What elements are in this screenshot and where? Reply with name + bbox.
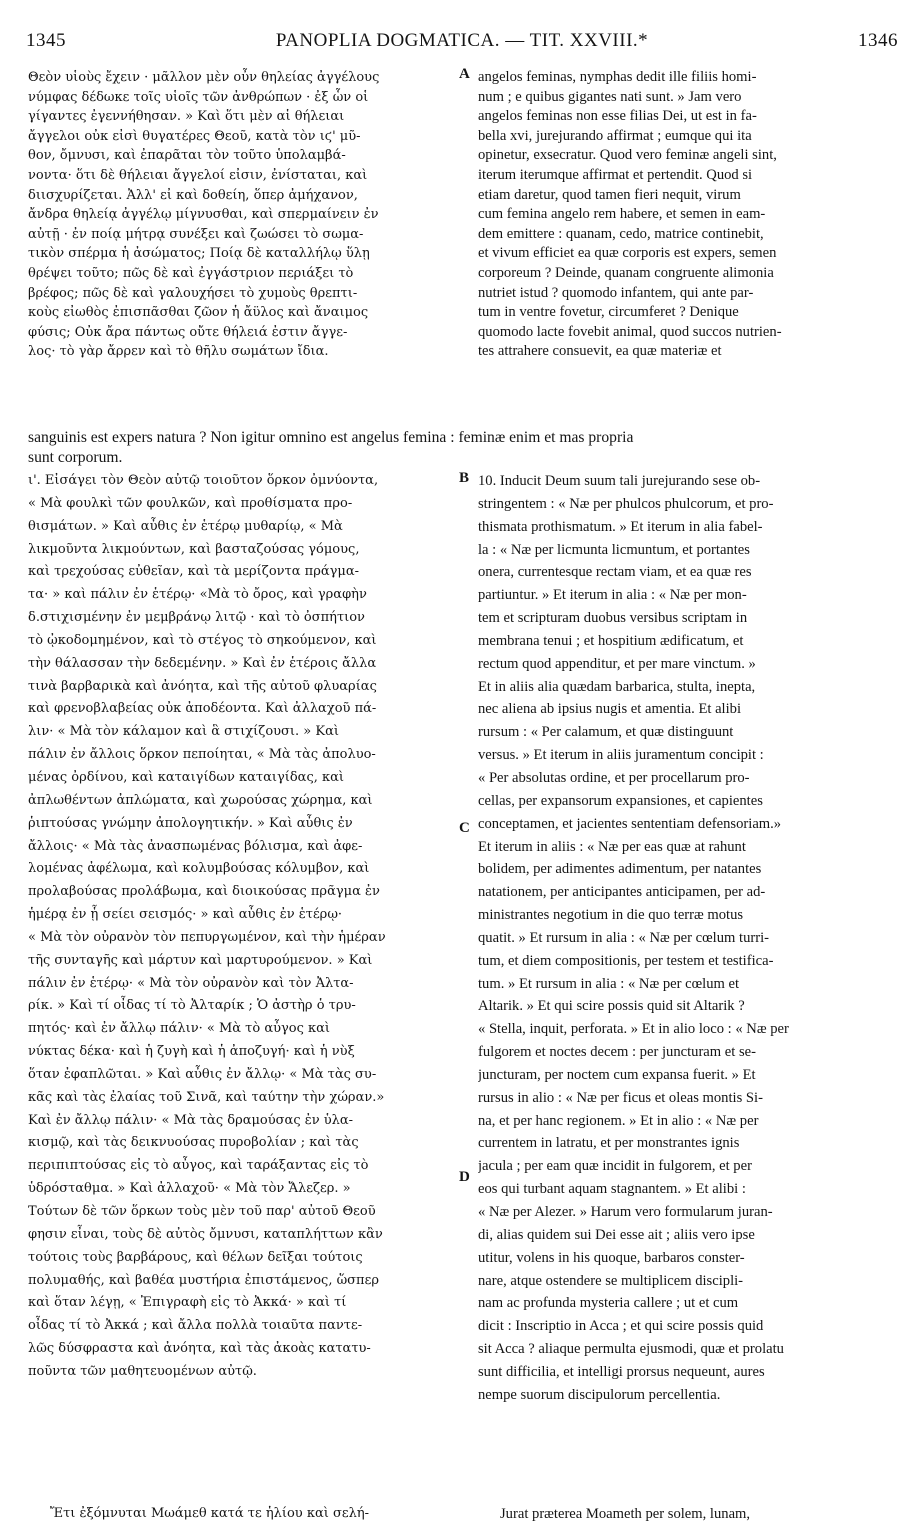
greek-column-section-b xyxy=(28,470,468,1384)
latin-line: dem emittere : quanam, cedo, matrice continebit, xyxy=(478,225,764,242)
latin-line: la : « Næ per licmunta licmuntum, et portantes xyxy=(478,541,750,558)
latin-line: nec aliena ab ipsius nugis et amentia. Et alibi xyxy=(478,701,742,718)
latin-line: angelos feminas, nymphas dedit ille filiis homi- xyxy=(478,69,757,85)
latin-line: fulgorem et noctes decem : per juncturam et se- xyxy=(478,1044,756,1061)
running-header xyxy=(26,30,898,64)
greek-line: ἀπλωθέντων ἀπλώματα, καὶ χωρούσας χώρημα, καὶ xyxy=(28,792,373,808)
greek-line: λος· τὸ γὰρ ἄρρεν καὶ τὸ θῆλυ σωμάτων ἴδια. xyxy=(28,344,329,360)
greek-line: κοὺς εἰωθὸς ἐπισπᾶσθαι ζῶον ἡ ἄϋλος καὶ ἄναιμος xyxy=(28,305,369,321)
greek-line: ποῦντα τῶν μαθητευομένων αὐτῷ. xyxy=(28,1363,257,1379)
greek-line: θισμάτων. » Καὶ αὖθις ἐν ἑτέρῳ μυθαρίῳ, « Μὰ xyxy=(28,518,343,534)
greek-line: τικὸν σπέρμα ἡ ἀσώματος; Ποίᾳ δὲ καταλλήλῳ ὕλῃ xyxy=(28,246,370,262)
latin-line: opinetur, exsecratur. Quod vero feminæ angeli sint, xyxy=(478,147,777,164)
greek-line: ρίκ. » Καὶ τί οἶδας τί τὸ Ἀλταρίκ ; Ὁ ἀστὴρ ὁ τρυ- xyxy=(28,998,356,1014)
latin-line: currentem in latratu, et per monstrantes ignis xyxy=(478,1135,740,1152)
latin-line: eos qui turbant aquam stagnantem. » Et alibi : xyxy=(478,1181,746,1198)
greek-line: ἄγγελοι οὐκ εἰσὶ θυγατέρες Θεοῦ, κατὰ τὸν ιϛ' μῦ- xyxy=(28,128,361,144)
greek-line: Ἔτι ἐξόμνυται Μωάμεθ κατά τε ἡλίου καὶ σελή- xyxy=(50,1506,369,1521)
greek-line: ὅταν ἐφαπλῶται. » Καὶ αὖθις ἐν ἄλλῳ· « Μὰ τὰς συ- xyxy=(28,1066,377,1082)
latin-line: conceptamen, et jacientes sententiam defensoriam.» xyxy=(478,815,782,832)
latin-line: partiuntur. » Et iterum in alia : « Næ per mon- xyxy=(478,587,747,604)
greek-column-section-a xyxy=(28,68,468,362)
latin-line: sit Acca ? aliaque permulta ejusmodi, quæ et prolatu xyxy=(478,1341,784,1358)
greek-line: θον, ὄμνυσι, καὶ ἐπαρᾶται τὸν τοῦτο ὑπολαμβά- xyxy=(28,148,346,164)
latin-line: quatit. » Et rursum in alia : « Næ per cœlum turri- xyxy=(478,929,770,946)
page-number-right: 1346 xyxy=(858,30,898,51)
greek-line: πολυμαθής, καὶ βαθέα μυστήρια ἐπιστάμενος, ὥσπερ xyxy=(28,1272,379,1288)
greek-line: ἄνδρα θηλείᾳ ἀγγέλῳ μίγνυσθαι, καὶ σπερμαίνειν ἐν xyxy=(28,207,379,223)
greek-line: τα· » καὶ πάλιν ἐν ἑτέρῳ· «Μὰ τὸ ὄρος, καὶ γραφὴν xyxy=(28,587,367,603)
greek-line: καὶ φρενοβλαβείας οὐκ ἀποδέοντα. Καὶ ἀλλαχοῦ πά- xyxy=(28,701,377,717)
latin-final-line xyxy=(478,1504,898,1524)
greek-line: αὐτῇ · ἐν ποίᾳ μήτρᾳ συνέξει καὶ ζωώσει τὸ σωμα- xyxy=(28,226,364,242)
greek-line: φησιν εἶναι, τοὺς δὲ αὐτὸς ὄμνυσι, καταπλήττων κἂν xyxy=(28,1226,383,1242)
latin-line: thismata prothismatum. » Et iterum in alia fabel- xyxy=(478,518,763,535)
full-width-continuation xyxy=(28,428,898,468)
latin-line: di, alias quidem sui Dei esse ait ; aliis vero ipse xyxy=(478,1226,755,1243)
greek-line: Θεὸν υἱοὺς ἔχειν · μᾶλλον μὲν οὖν θηλείας ἀγγέλους xyxy=(28,70,380,85)
greek-line: λῶς δύσφραστα καὶ ἀνόητα, καὶ τὰς ἀκοὰς κατατυ- xyxy=(28,1341,371,1357)
greek-line: ῥιπτούσας γνώμην ἀπολογητικήν. » Καὶ αὖθις ἐν xyxy=(28,815,353,831)
greek-line: κᾶς καὶ τὰς ἐλαίας τοῦ Σινᾶ, καὶ ταύτην τὴν χώραν.» xyxy=(28,1089,385,1105)
latin-line: versus. » Et iterum in aliis juramentum concipit : xyxy=(478,747,764,764)
greek-final-line xyxy=(28,1504,468,1524)
greek-line: καὶ τρεχούσας εὐθεῖαν, καὶ τὰ μερίζοντα πράγμα- xyxy=(28,564,360,580)
greek-line: Καὶ ἐν ἄλλῳ πάλιν· « Μὰ τὰς δραμούσας ἐν ὑλα- xyxy=(28,1112,354,1128)
latin-line: nempe suorum discipulorum percellentia. xyxy=(478,1386,721,1403)
latin-line: tum. » Et rursum in alia : « Næ per cœlum et xyxy=(478,975,740,992)
greek-line: οἶδας τί τὸ Ἀκκά ; καὶ ἄλλα πολλὰ τοιαῦτα παντε- xyxy=(28,1318,363,1334)
latin-column-section-a xyxy=(478,68,898,362)
latin-line: Et in aliis alia quædam barbarica, stulta, inepta, xyxy=(478,678,756,695)
latin-line: etiam daretur, quod tamen fieri nequit, virum xyxy=(478,186,741,203)
full-width-line: sanguinis est expers natura ? Non igitur omnino est angelus femina : feminæ enim et mas propria xyxy=(28,429,634,446)
greek-line: τούτοις τοὺς βαρβάρους, καὶ θέλων δεῖξαι τούτοις xyxy=(28,1249,363,1265)
latin-line: rursus in alio : « Næ per ficus et oleas montis Si- xyxy=(478,1089,763,1106)
greek-line: λομένας ἀφέλωμα, καὶ κολυμβούσας κόλυμβον, καὶ xyxy=(28,861,370,877)
latin-line: tem et scripturam duobus versibus scriptam in xyxy=(478,610,748,627)
greek-line: κισμῷ, καὶ τὰς δεικνυούσας πυροβολίαν ; καὶ τὰς xyxy=(28,1135,359,1151)
greek-line: λικμοῦντα λικμούντων, καὶ βασταζούσας γόμους, xyxy=(28,541,360,557)
greek-line: πάλιν ἐν ἄλλοις ὅρκον πεποίηται, « Μὰ τὰς ἀπολυο- xyxy=(28,747,376,763)
latin-line: « Stella, inquit, perforata. » Et in alio loco : « Næ per xyxy=(478,1021,789,1038)
latin-line: rursum : « Per calamum, et quæ distinguunt xyxy=(478,724,734,741)
latin-line: utitur, volens in his quoque, barbaros conster- xyxy=(478,1249,745,1266)
greek-line: λιν· « Μὰ τὸν κάλαμον καὶ ἃ στιχίζουσι. » Καὶ xyxy=(28,724,339,740)
latin-line: corporeum ? Deinde, quanam congruente alimonia xyxy=(478,264,774,281)
greek-line: φύσις; Οὐκ ἄρα πάντως οὔτε θήλειά ἐστιν ἄγγε- xyxy=(28,324,348,340)
latin-line: nutriet istud ? quomodo infantem, qui ante par- xyxy=(478,284,754,301)
latin-line: na, et per hanc regionem. » Et in alio : « Næ per xyxy=(478,1112,759,1129)
greek-line: τινὰ βαρβαρικὰ καὶ ἀνόητα, καὶ τῆς αὐτοῦ φλυαρίας xyxy=(28,678,377,694)
latin-line: nare, atque ostendere se multiplicem discipli- xyxy=(478,1272,744,1289)
greek-line: νοντα· ὅτι δὲ θήλειαι ἄγγελοί εἰσιν, ἐνίσταται, καὶ xyxy=(28,167,368,183)
latin-column-section-b xyxy=(478,470,898,1407)
latin-line: Et iterum in aliis : « Næ per eas quæ at rahunt xyxy=(478,838,746,855)
greek-line: πάλιν ἐν ἑτέρῳ· « Μὰ τὸν οὐρανὸν καὶ τὸν Ἀλτα- xyxy=(28,975,354,991)
greek-line: τὸ ᾠκοδομημένον, καὶ τὸ στέγος τὸ σηκούμενον, καὶ xyxy=(28,632,377,648)
latin-line: quomodo lacte fovebit animal, quod succos nutrien- xyxy=(478,323,782,340)
latin-line: iterum iterumque affirmat et pertendit. Quod si xyxy=(478,166,753,183)
latin-line: cum femina angelo rem habere, et semen in eam- xyxy=(478,206,766,223)
latin-line: Altarik. » Et qui scire possis quid sit Altarik ? xyxy=(478,998,745,1015)
greek-line: τὴν θάλασσαν τὴν δεδεμένην. » Καὶ ἐν ἑτέροις ἄλλα xyxy=(28,655,377,671)
margin-letter-b: B xyxy=(459,470,470,486)
greek-line: ὑδρόσταθμα. » Καὶ ἀλλαχοῦ· « Μὰ τὸν Ἄλεζερ. » xyxy=(28,1181,351,1197)
greek-line: ἄλλοις· « Μὰ τὰς ἀνασπωμένας βόλισμα, καὶ ἀφε- xyxy=(28,838,363,854)
margin-letter-d: D xyxy=(459,1169,470,1185)
latin-line: cellas, per expansorum expansiones, et capientes xyxy=(478,792,763,809)
latin-line: num ; e quibus gigantes nati sunt. » Jam vero xyxy=(478,88,742,105)
running-title: PANOPLIA DOGMATICA. — TIT. XXVIII.* xyxy=(275,30,649,51)
greek-line: μένας ὀρδίνου, καὶ καταιγίδων καταιγίδας, καὶ xyxy=(28,769,344,785)
greek-line: καὶ ὅταν λέγῃ, « Ἐπιγραφὴ εἰς τὸ Ἀκκά· » καὶ τί xyxy=(28,1295,347,1311)
latin-line: nam ac profunda mysteria callere ; ut et cum xyxy=(478,1295,739,1312)
greek-line: περιπιπτούσας εἰς τὸ αὖγος, καὶ ταράξαντας εἰς τὸ xyxy=(28,1158,369,1174)
latin-line: « Næ per Alezer. » Harum vero formularum juran- xyxy=(478,1204,773,1220)
greek-line: ι'. Εἰσάγει τὸν Θεὸν αὐτῷ τοιοῦτον ὅρκον ὀμνύοντα, xyxy=(28,473,379,488)
latin-line: onera, currentesque rectam viam, et ea quæ res xyxy=(478,564,752,581)
greek-line: προλαβούσας προλάβωμα, καὶ διοικούσας πρᾶγμα ἐν xyxy=(28,884,380,900)
latin-line: natationem, per anticipantes anticipamen, per ad- xyxy=(478,884,766,901)
greek-line: γίγαντες ἐγεννήθησαν. » Καὶ ὅτι μὲν αἱ θήλειαι xyxy=(28,109,345,125)
latin-line: et vivum efficiet ea quæ corporis est expers, semen xyxy=(478,245,777,262)
latin-line: jacula ; per eam quæ incidit in fulgorem, et per xyxy=(478,1158,752,1175)
greek-line: τῆς συνταγῆς καὶ μάρτυν καὶ μαρτυρούμενον. » Καὶ xyxy=(28,952,373,968)
latin-line: tes attrahere consuevit, ea quæ materiæ et xyxy=(478,343,722,360)
latin-line: stringentem : « Næ per phulcos phulcorum, et pro- xyxy=(478,495,774,512)
greek-line: ἡμέρᾳ ἐν ᾗ σείει σεισμός· » καὶ αὖθις ἐν ἑτέρῳ· xyxy=(28,907,343,923)
page-number-left: 1345 xyxy=(26,30,66,51)
greek-line: διισχυρίζεται. Ἀλλ' εἰ καὶ δοθείη, ὅπερ ἀμήχανον, xyxy=(28,187,358,203)
greek-line: θρέψει τοῦτο; πῶς δὲ καὶ ἐγγάστριον περιάξει τὸ xyxy=(28,265,354,281)
greek-line: « Μὰ φουλκὶ τῶν φουλκῶν, καὶ προθίσματα προ- xyxy=(28,495,353,511)
greek-line: πητός· καὶ ἐν ἄλλῳ πάλιν· « Μὰ τὸ αὖγος καὶ xyxy=(28,1021,331,1037)
latin-line: tum in ventre fovetur, circumferet ? Denique xyxy=(478,304,739,321)
full-width-line: sunt corporum. xyxy=(28,449,123,466)
greek-line: νύμφας δέδωκε τοῖς υἱοῖς τῶν ἀνθρώπων · ἐξ ὧν οἱ xyxy=(28,89,369,105)
latin-line: Jurat præterea Moameth per solem, lunam, xyxy=(500,1506,751,1522)
latin-line: rectum quod appenditur, et per mare vinctum. » xyxy=(478,655,756,672)
latin-line: angelos feminas non esse filias Dei, ut est in fa- xyxy=(478,108,757,125)
latin-line: tum, et diem compositionis, per testem et testifica- xyxy=(478,952,774,969)
latin-line: sunt difficilia, et intelligi prorsus nequeunt, aures xyxy=(478,1363,765,1380)
greek-line: Τούτων δὲ τῶν ὅρκων τοὺς μὲν τοῦ παρ' αὐτοῦ Θεοῦ xyxy=(28,1204,376,1219)
latin-line: ministrantes negotium in die quo terræ motus xyxy=(478,907,744,924)
latin-line: 10. Inducit Deum suum tali jurejurando sese ob- xyxy=(478,473,761,489)
latin-line: juncturam, per noctem cum expansa fuerit. » Et xyxy=(478,1066,756,1083)
latin-line: dicit : Inscriptio in Acca ; et qui scire possis quid xyxy=(478,1318,764,1335)
latin-line: membrana tenui ; et hospitium ædificatum, et xyxy=(478,632,744,649)
greek-line: δ.στιχισμένην ἐν μεμβράνῳ λιτῷ · καὶ τὸ ὀσπήτιον xyxy=(28,610,365,626)
latin-line: bolidem, per adimentes adimentum, per natantes xyxy=(478,861,762,878)
margin-letter-a: A xyxy=(459,66,470,82)
latin-line: bella xvi, jurejurando affirmat ; eumque qui ita xyxy=(478,127,752,144)
margin-letter-c: C xyxy=(459,820,470,836)
latin-line: « Per absolutas ordine, et per procellarum pro- xyxy=(478,769,750,786)
greek-line: « Μὰ τὸν οὐρανὸν τὸν πεπυργωμένον, καὶ τὴν ἡμέραν xyxy=(28,929,386,945)
greek-line: βρέφος; πῶς δὲ καὶ γαλουχήσει τὸ χυμοὺς θρεπτι- xyxy=(28,285,358,301)
greek-line: νύκτας δέκα· καὶ ἡ ζυγὴ καὶ ἡ ἀποζυγή· καὶ ἡ νὺξ xyxy=(28,1044,355,1060)
